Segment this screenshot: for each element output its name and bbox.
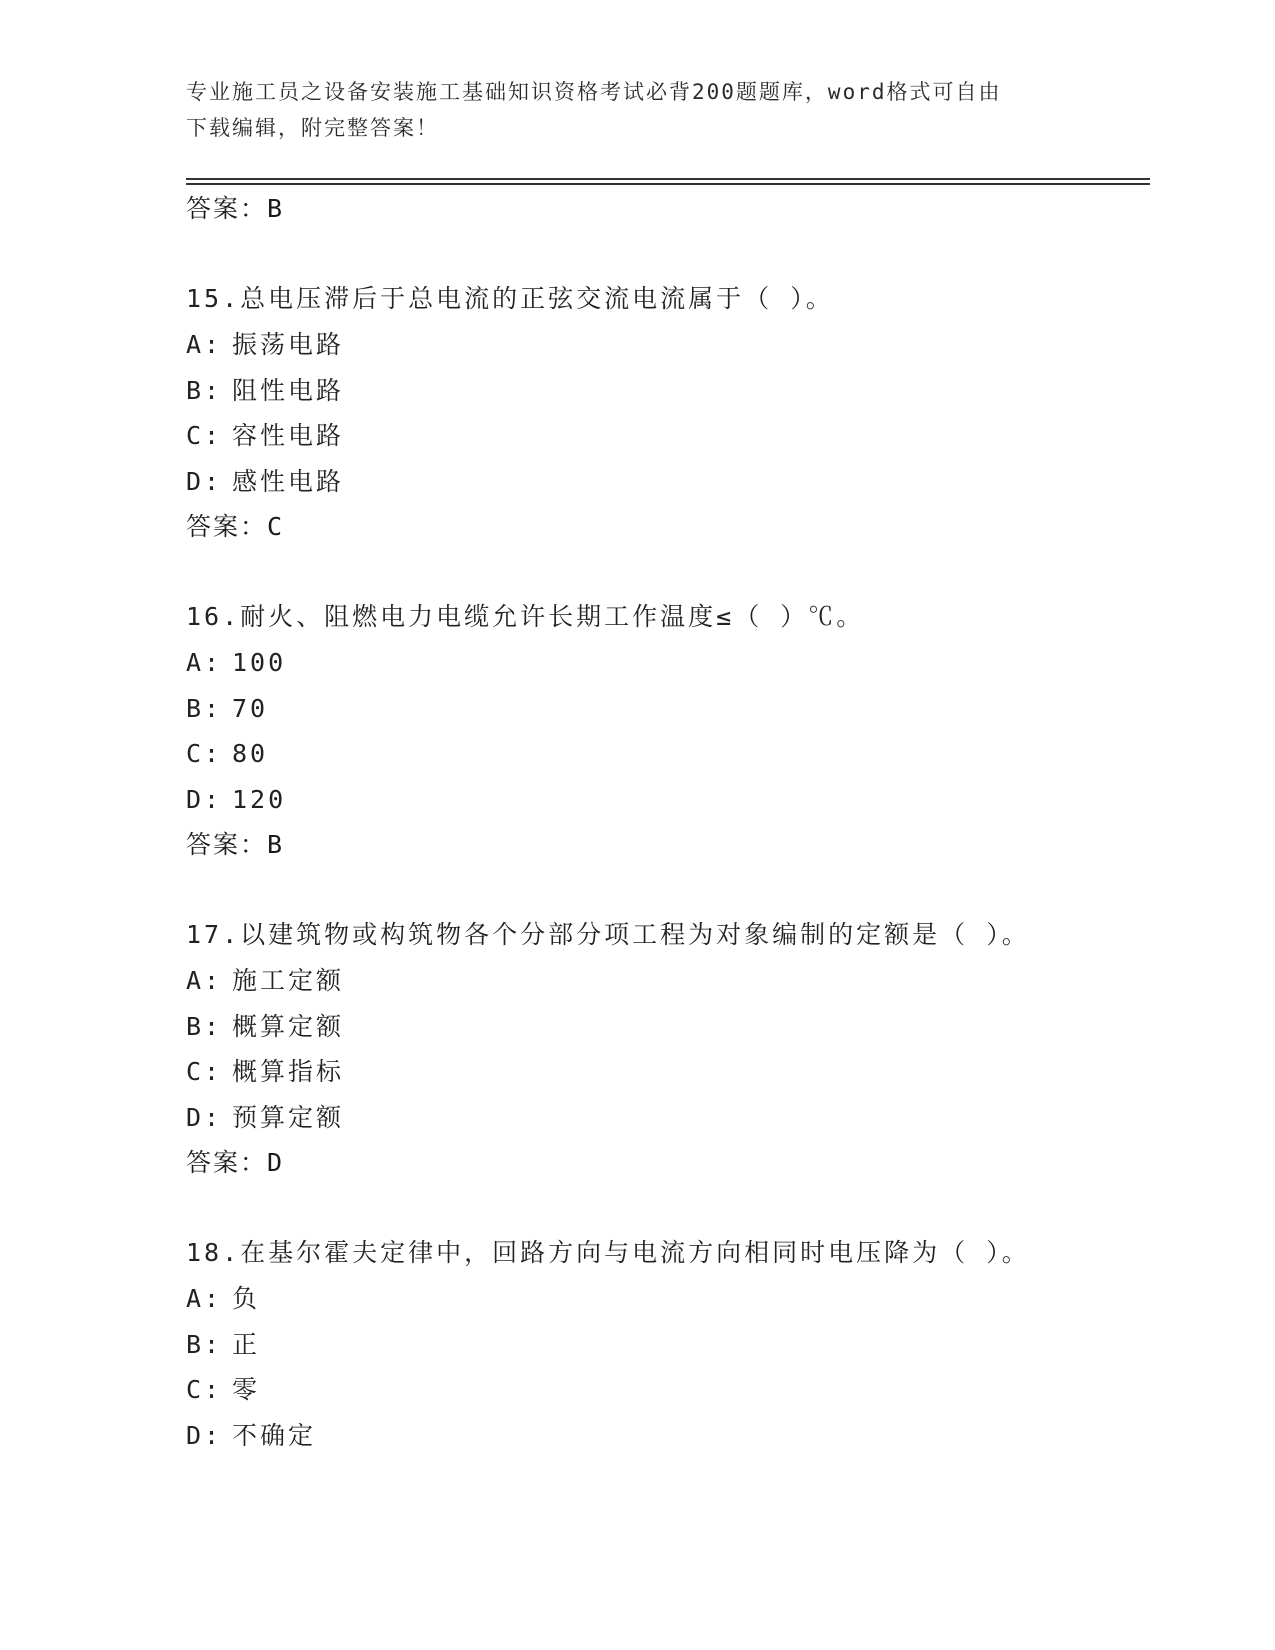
option-a [186, 322, 1150, 368]
option-a [186, 1276, 1150, 1322]
option-d [186, 1413, 1150, 1459]
option-c [186, 1367, 1150, 1413]
question-18 [186, 1230, 1150, 1458]
option-a [186, 958, 1150, 1004]
header-line-1: 专业施工员之设备安装施工基础知识资格考试必背200题题库，word格式可自由 [186, 80, 1002, 104]
option-text: 概算指标 [232, 1057, 345, 1086]
option-text: 120 [232, 784, 287, 814]
document-header [186, 74, 1066, 146]
option-key: C: [186, 421, 223, 450]
option-b [186, 686, 1150, 732]
spacer [186, 1186, 1150, 1230]
option-a [186, 640, 1150, 686]
option-b [186, 368, 1150, 414]
option-key: B: [186, 375, 223, 405]
option-key: A: [186, 330, 223, 359]
option-d [186, 1095, 1150, 1141]
option-key: C: [186, 1057, 223, 1086]
option-text: 不确定 [232, 1420, 317, 1450]
option-text: 零 [232, 1375, 261, 1404]
option-key: A: [186, 648, 223, 677]
header-divider-top [186, 178, 1150, 180]
option-key: B: [186, 1011, 223, 1041]
option-key: A: [186, 1284, 223, 1313]
option-text: 负 [232, 1284, 261, 1313]
option-key: D: [186, 466, 223, 496]
option-c [186, 731, 1150, 777]
option-key: C: [186, 1375, 223, 1404]
option-c [186, 1049, 1150, 1095]
option-key: B: [186, 1329, 223, 1359]
question-15 [186, 276, 1150, 550]
option-b [186, 1004, 1150, 1050]
previous-answer: 答案：B [186, 194, 285, 223]
option-text: 正 [232, 1329, 261, 1359]
option-text: 70 [232, 693, 269, 723]
spacer [186, 232, 1150, 276]
answer-16: 答案：B [186, 830, 285, 859]
header-divider-bottom [186, 183, 1150, 185]
option-text: 感性电路 [232, 466, 345, 496]
question-text: 17.以建筑物或构筑物各个分部分项工程为对象编制的定额是（ ）。 [186, 920, 1030, 949]
option-key: D: [186, 1420, 223, 1450]
option-d [186, 459, 1150, 505]
option-text: 预算定额 [232, 1102, 345, 1132]
question-16 [186, 594, 1150, 868]
option-text: 施工定额 [232, 966, 345, 995]
option-text: 振荡电路 [232, 330, 345, 359]
header-line-2: 下载编辑，附完整答案！ [186, 116, 439, 140]
option-key: B: [186, 693, 223, 723]
answer-17: 答案：D [186, 1148, 285, 1177]
option-b [186, 1322, 1150, 1368]
option-text: 阻性电路 [232, 375, 345, 405]
question-list [186, 186, 1150, 1458]
question-text: 18.在基尔霍夫定律中，回路方向与电流方向相同时电压降为（ ）。 [186, 1238, 1030, 1267]
option-text: 概算定额 [232, 1011, 345, 1041]
option-d [186, 777, 1150, 823]
spacer [186, 550, 1150, 594]
option-key: D: [186, 1102, 223, 1132]
option-key: A: [186, 966, 223, 995]
spacer [186, 868, 1150, 912]
option-key: C: [186, 739, 223, 768]
question-text: 16.耐火、阻燃电力电缆允许长期工作温度≤（ ）℃。 [186, 602, 865, 631]
option-text: 100 [232, 648, 287, 677]
question-text: 15.总电压滞后于总电流的正弦交流电流属于（ ）。 [186, 284, 834, 313]
option-text: 容性电路 [232, 421, 345, 450]
option-key: D: [186, 784, 223, 814]
option-c [186, 413, 1150, 459]
answer-15: 答案：C [186, 512, 285, 541]
option-text: 80 [232, 739, 269, 768]
question-17 [186, 912, 1150, 1186]
